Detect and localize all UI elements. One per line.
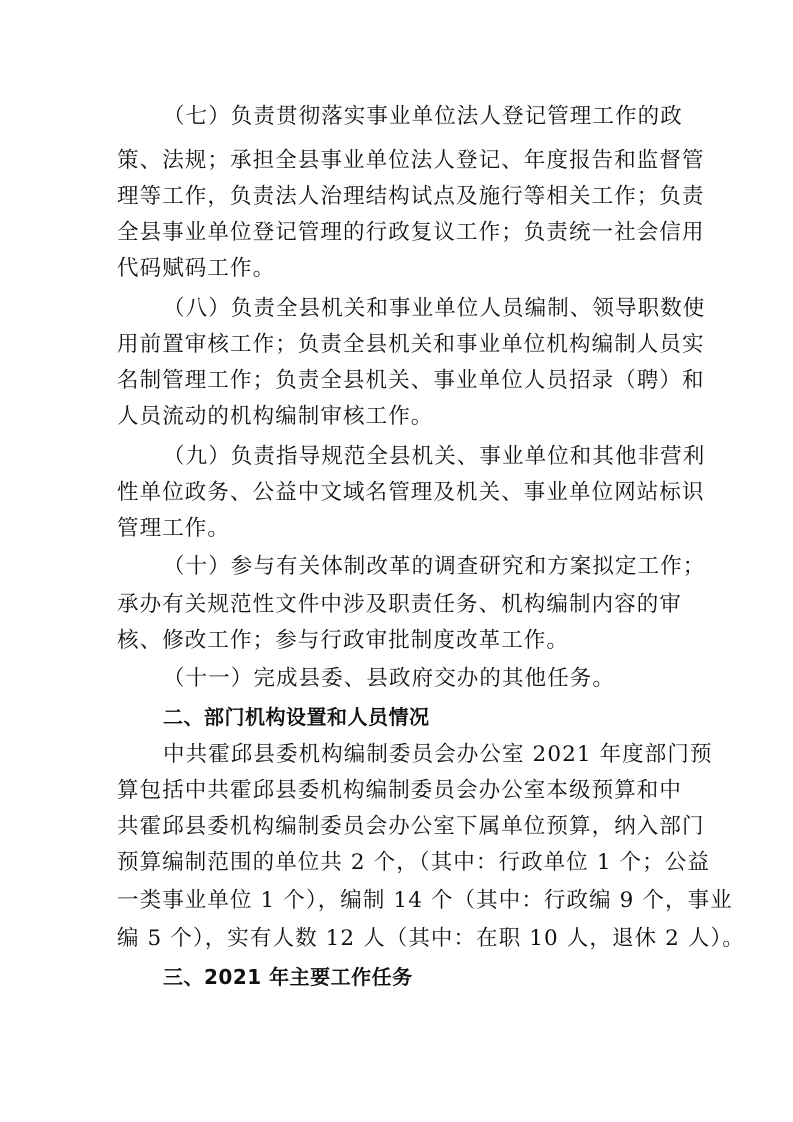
paragraph-line: （十一）完成县委、县政府交办的其他任务。 <box>163 666 616 691</box>
paragraph-line: （七）负责贯彻落实事业单位法人登记管理工作的政 <box>163 104 683 129</box>
paragraph-line: 核、修改工作；参与行政审批制度改革工作。 <box>117 628 570 653</box>
paragraph-line: 全县事业单位登记管理的行政复议工作；负责统一社会信用 <box>117 220 705 245</box>
paragraph-line: 一类事业单位 1 个），编制 14 个（其中：行政编 9 个，事业 <box>117 888 733 913</box>
paragraph-line: （十）参与有关体制改革的调查研究和方案拟定工作； <box>163 554 706 579</box>
paragraph-line: 承办有关规范性文件中涉及职责任务、机构编制内容的审 <box>117 592 683 617</box>
paragraph-line: 理等工作，负责法人治理结构试点及施行等相关工作；负责 <box>117 184 705 209</box>
paragraph-line: 算包括中共霍邱县委机构编制委员会办公室本级预算和中 <box>117 778 683 803</box>
paragraph-line: （八）负责全县机关和事业单位人员编制、领导职数使 <box>163 296 706 321</box>
paragraph-line: 共霍邱县委机构编制委员会办公室下属单位预算，纳入部门 <box>117 814 705 839</box>
paragraph-line: 名制管理工作；负责全县机关、事业单位人员招录（聘）和 <box>117 368 705 393</box>
paragraph-line: 性单位政务、公益中文域名管理及机关、事业单位网站标识 <box>117 480 705 505</box>
paragraph-line: 代码赋码工作。 <box>117 256 276 281</box>
section-heading: 三、2021 年主要工作任务 <box>163 965 413 989</box>
section-heading: 二、部门机构设置和人员情况 <box>163 705 430 729</box>
paragraph-line: 策、法规；承担全县事业单位法人登记、年度报告和监督管 <box>117 148 705 173</box>
paragraph-line: 中共霍邱县委机构编制委员会办公室 2021 年度部门预 <box>163 742 713 767</box>
paragraph-line: 人员流动的机构编制审核工作。 <box>117 404 434 429</box>
paragraph-line: 编 5 个），实有人数 12 人（其中：在职 10 人，退休 2 人）。 <box>117 926 745 951</box>
paragraph-line: 管理工作。 <box>117 516 231 541</box>
paragraph-line: （九）负责指导规范全县机关、事业单位和其他非营利 <box>163 444 706 469</box>
paragraph-line: 用前置审核工作；负责全县机关和事业单位机构编制人员实 <box>117 332 705 357</box>
paragraph-line: 预算编制范围的单位共 2 个，（其中：行政单位 1 个；公益 <box>117 850 710 875</box>
